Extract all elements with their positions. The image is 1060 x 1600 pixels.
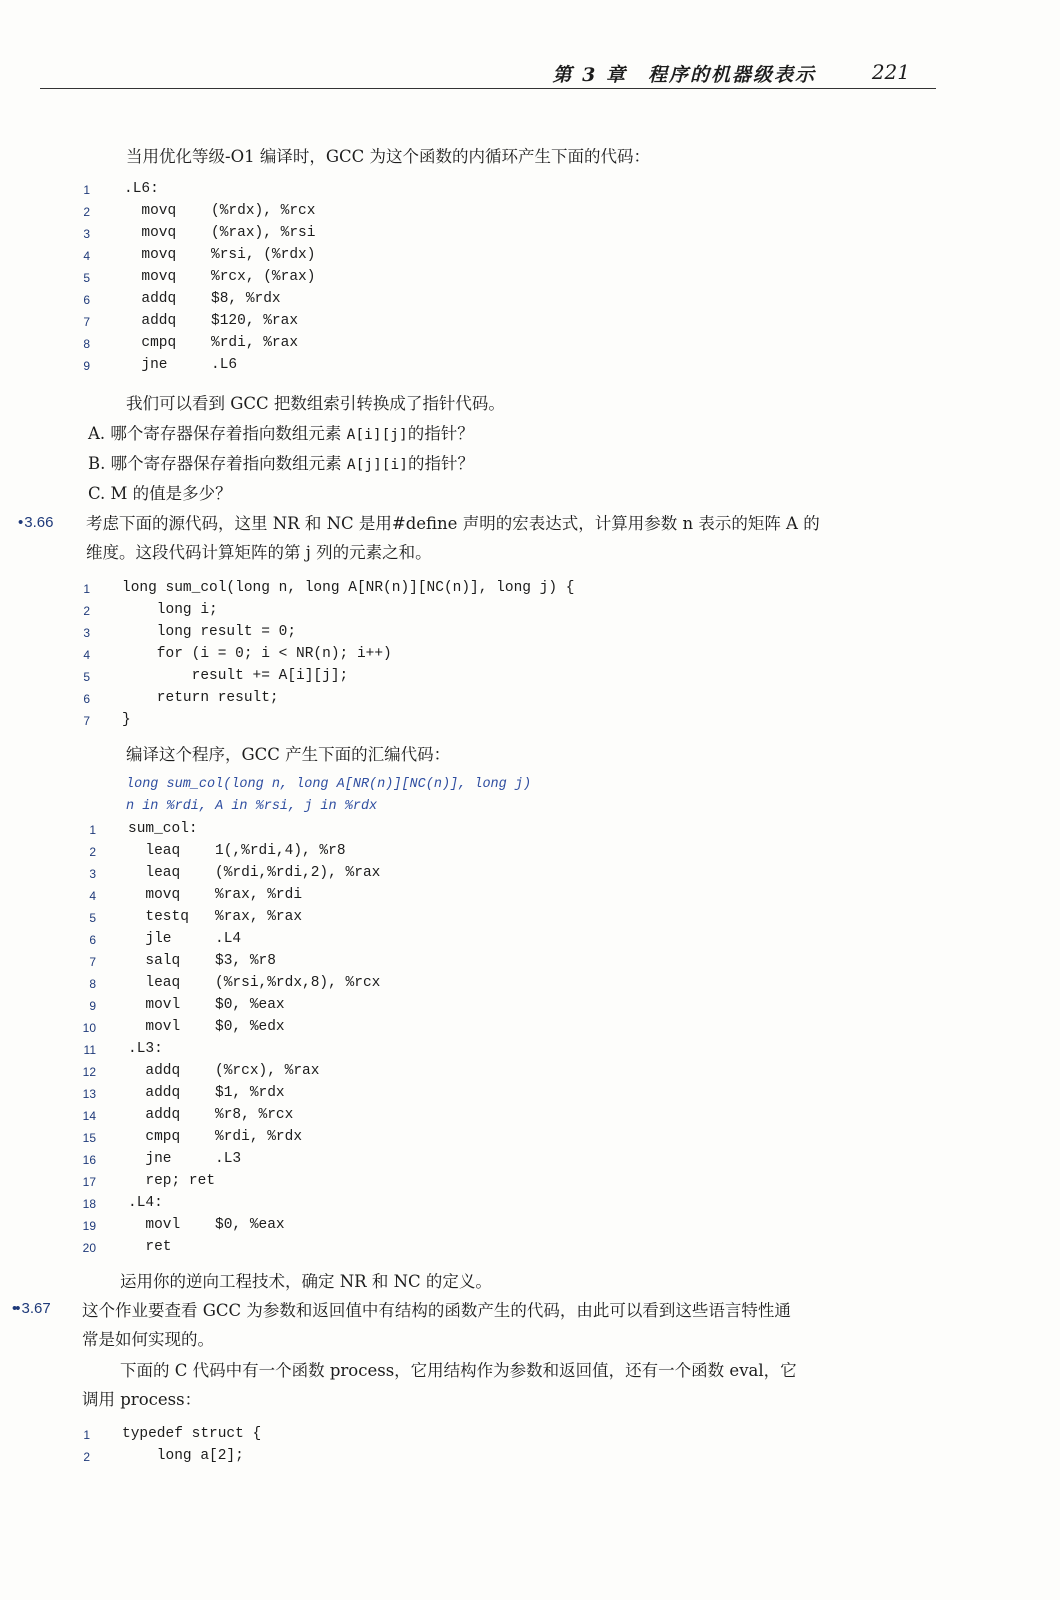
line-number: 4 <box>83 249 90 263</box>
code-line: movq %rcx, (%rax) <box>124 269 316 285</box>
line-number: 4 <box>83 648 90 662</box>
line-number: 18 <box>82 1197 96 1211</box>
code-line: cmpq %rdi, %rax <box>124 335 299 351</box>
question-a-post: 的指针？ <box>407 424 474 443</box>
line-number: 7 <box>89 955 96 969</box>
code-line: jle .L4 <box>128 931 242 947</box>
code-line: jne .L3 <box>128 1151 242 1167</box>
code-line: .L3: <box>128 1041 163 1057</box>
line-number: 6 <box>83 692 90 706</box>
line-number: 3 <box>83 626 90 640</box>
question-b-post: 的指针？ <box>407 454 474 473</box>
code-line: salq $3, %r8 <box>128 953 276 969</box>
asm-annotation-signature: long sum_col(long n, long A[NR(n)][NC(n)], long j) <box>126 777 532 792</box>
line-number: 4 <box>89 889 96 903</box>
asm-annotation-registers: n in %rdi, A in %rsi, j in %rdx <box>126 799 378 814</box>
code-line: long i; <box>122 602 218 618</box>
line-number: 15 <box>82 1131 96 1145</box>
line-number: 5 <box>89 911 96 925</box>
question-a-code: A[i][j] <box>346 427 408 443</box>
process-note-line1: 下面的 C 代码中有一个函数 process，它用结构作为参数和返回值，还有一个函数 eval，它 <box>120 1361 797 1380</box>
line-number: 3 <box>83 227 90 241</box>
line-number: 13 <box>82 1087 96 1101</box>
code-line: sum_col: <box>128 821 198 837</box>
exercise-number: 3.67 <box>21 1300 51 1317</box>
difficulty-dots: •• <box>12 1300 19 1317</box>
exercise-3-67-line1: 这个作业要查看 GCC 为参数和返回值中有结构的函数产生的代码，由此可以看到这些语言特性通 <box>82 1301 791 1320</box>
line-number: 1 <box>89 823 96 837</box>
code-line: cmpq %rdi, %rdx <box>128 1129 303 1145</box>
exercise-number: 3.66 <box>24 514 54 531</box>
code-line: for (i = 0; i < NR(n); i++) <box>122 646 392 662</box>
exercise-3-66-line2: 维度。这段代码计算矩阵的第 j 列的元素之和。 <box>86 543 432 562</box>
line-number: 6 <box>89 933 96 947</box>
code-line: long a[2]; <box>122 1448 244 1464</box>
code-line: movq (%rax), %rsi <box>124 225 316 241</box>
code-line: jne .L6 <box>124 357 238 373</box>
code-line: } <box>122 712 131 728</box>
intro-o1-paragraph: 当用优化等级-O1 编译时，GCC 为这个函数的内循环产生下面的代码： <box>126 147 651 166</box>
code-line: addq $1, %rdx <box>128 1085 285 1101</box>
code-line: addq $8, %rdx <box>124 291 281 307</box>
exercise-3-66-line1: 考虑下面的源代码，这里 NR 和 NC 是用#define 声明的宏表达式，计算用参数 n 表示的矩阵 A 的 <box>86 514 820 533</box>
line-number: 2 <box>83 1450 90 1464</box>
code-line: result += A[i][j]; <box>122 668 349 684</box>
line-number: 5 <box>83 670 90 684</box>
line-number: 10 <box>82 1021 96 1035</box>
exercise-3-66-number <box>18 514 53 531</box>
line-number: 9 <box>83 359 90 373</box>
line-number: 17 <box>82 1175 96 1189</box>
line-number: 8 <box>83 337 90 351</box>
code-line: typedef struct { <box>122 1426 262 1442</box>
line-number: 7 <box>83 714 90 728</box>
code-line: return result; <box>122 690 279 706</box>
line-number: 2 <box>83 205 90 219</box>
question-c: C. M 的值是多少？ <box>88 484 232 503</box>
code-line: addq (%rcx), %rax <box>128 1063 320 1079</box>
code-line: movq %rax, %rdi <box>128 887 303 903</box>
exercise-3-67-line2: 常是如何实现的。 <box>82 1330 214 1349</box>
question-a-pre: A. 哪个寄存器保存着指向数组元素 <box>88 424 347 443</box>
code-line: leaq (%rdi,%rdi,2), %rax <box>128 865 381 881</box>
code-line: rep; ret <box>128 1173 216 1189</box>
code-line: movl $0, %eax <box>128 1217 285 1233</box>
code-line: movl $0, %eax <box>128 997 285 1013</box>
line-number: 1 <box>83 183 90 197</box>
line-number: 8 <box>89 977 96 991</box>
line-number: 6 <box>83 293 90 307</box>
question-b-pre: B. 哪个寄存器保存着指向数组元素 <box>88 454 347 473</box>
code-line: long sum_col(long n, long A[NR(n)][NC(n)], long j) { <box>122 580 575 596</box>
difficulty-dots: • <box>18 514 22 531</box>
reverse-engineering-note: 运用你的逆向工程技术，确定 NR 和 NC 的定义。 <box>120 1272 492 1291</box>
code-line: long result = 0; <box>122 624 297 640</box>
line-number: 5 <box>83 271 90 285</box>
code-line: addq $120, %rax <box>124 313 299 329</box>
line-number: 12 <box>82 1065 96 1079</box>
line-number: 9 <box>89 999 96 1013</box>
line-number: 14 <box>82 1109 96 1123</box>
question-b <box>88 450 474 479</box>
page-number: 221 <box>871 60 910 84</box>
line-number: 2 <box>89 845 96 859</box>
exercise-3-67-number <box>12 1300 51 1317</box>
code-line: movq %rsi, (%rdx) <box>124 247 316 263</box>
line-number: 11 <box>83 1043 96 1057</box>
line-number: 1 <box>83 582 90 596</box>
line-number: 1 <box>83 1428 90 1442</box>
code-line: addq %r8, %rcx <box>128 1107 294 1123</box>
line-number: 2 <box>83 604 90 618</box>
line-number: 16 <box>82 1153 96 1167</box>
code-line: movl $0, %edx <box>128 1019 285 1035</box>
line-number: 19 <box>82 1219 96 1233</box>
code-line: movq (%rdx), %rcx <box>124 203 316 219</box>
chapter-title: 第 3 章 程序的机器级表示 <box>552 64 816 86</box>
question-a <box>88 420 474 449</box>
code-line: .L6: <box>124 181 159 197</box>
running-head <box>40 58 936 89</box>
code-line: .L4: <box>128 1195 163 1211</box>
code-line: ret <box>128 1239 172 1255</box>
code-line: leaq (%rsi,%rdx,8), %rcx <box>128 975 381 991</box>
process-note-line2: 调用 process： <box>82 1390 202 1409</box>
code-line: testq %rax, %rax <box>128 909 303 925</box>
compile-note: 编译这个程序，GCC 产生下面的汇编代码： <box>126 745 451 764</box>
line-number: 20 <box>82 1241 96 1255</box>
line-number: 7 <box>83 315 90 329</box>
question-b-code: A[j][i] <box>346 457 408 473</box>
line-number: 3 <box>89 867 96 881</box>
code-line: leaq 1(,%rdi,4), %r8 <box>128 843 346 859</box>
gcc-pointer-paragraph: 我们可以看到 GCC 把数组索引转换成了指针代码。 <box>126 394 505 413</box>
